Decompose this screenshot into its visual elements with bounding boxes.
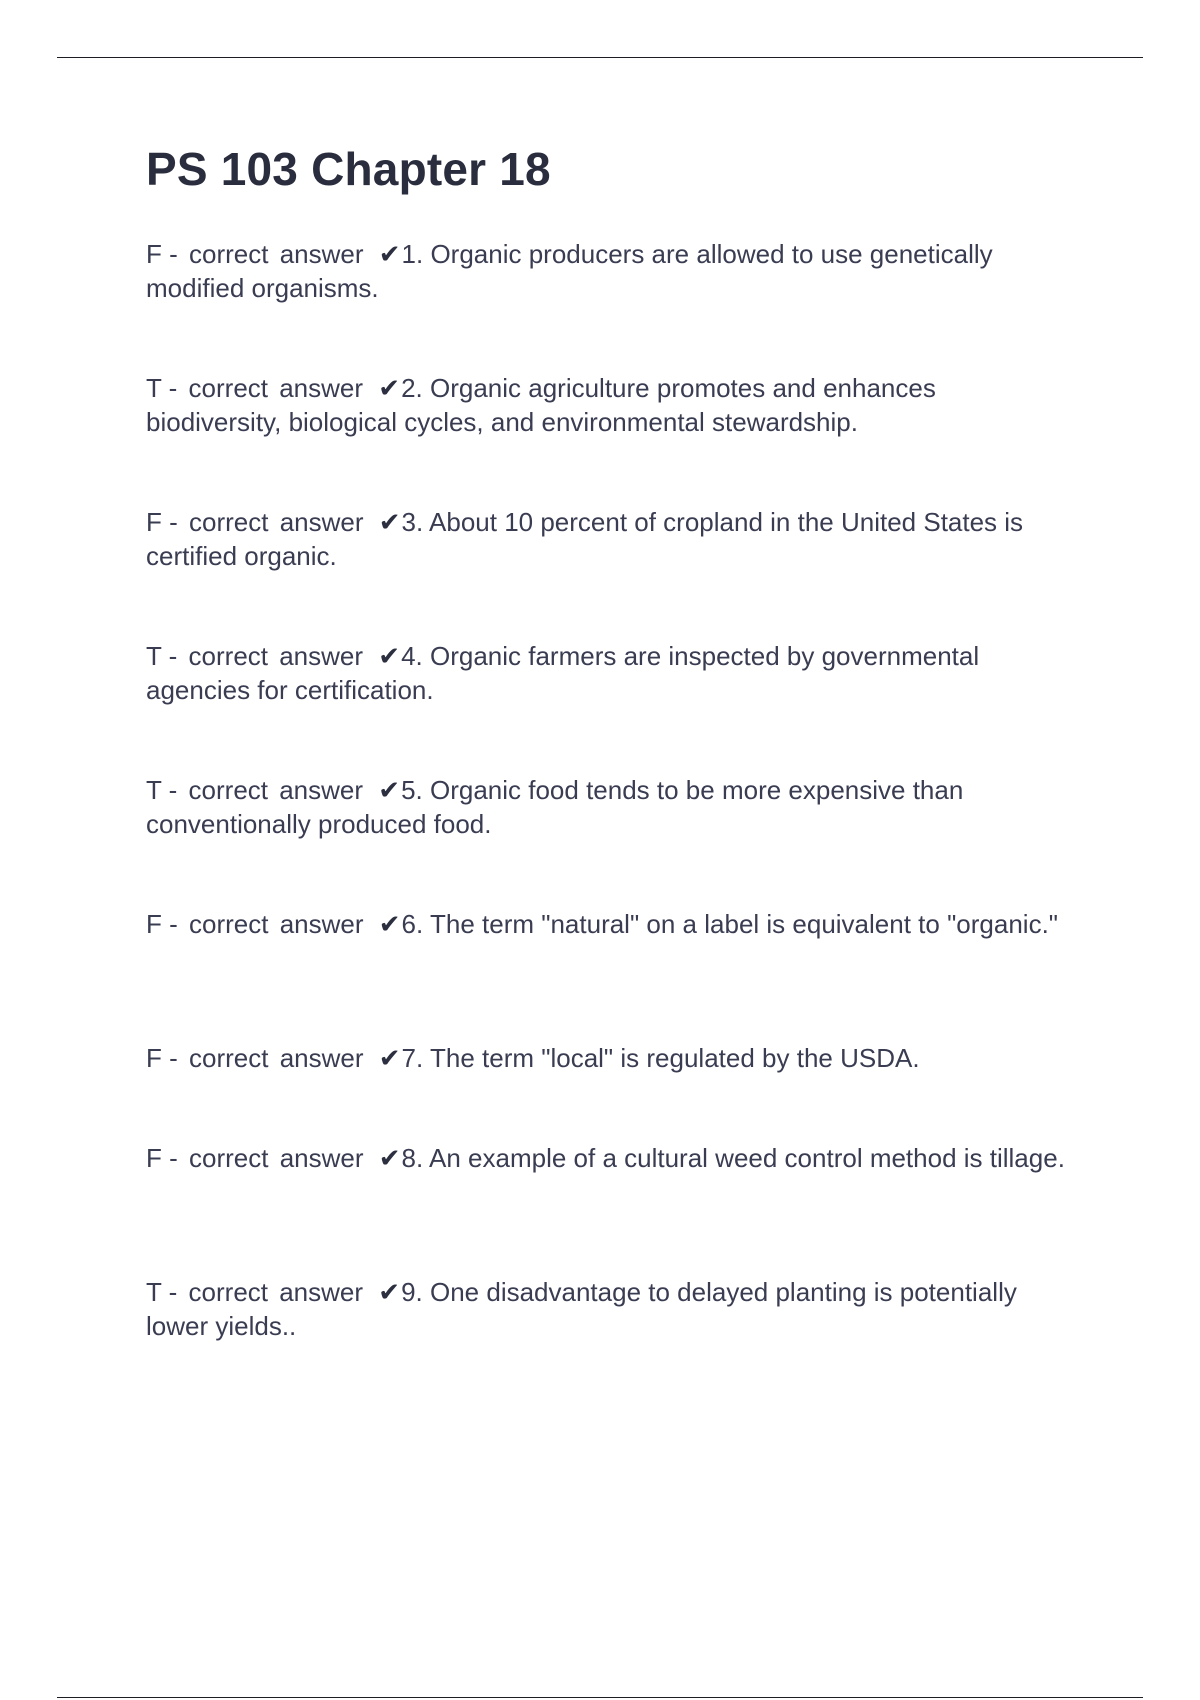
checkmark-icon: ✔ xyxy=(378,1277,401,1308)
qa-item xyxy=(146,505,1076,573)
correct-answer-label: - correct answer xyxy=(168,775,364,806)
question-text: 3. About 10 percent of cropland in the United States is certified organic. xyxy=(146,507,1024,572)
answer-value: F xyxy=(146,507,162,538)
correct-answer-label: - correct answer xyxy=(168,641,364,672)
checkmark-icon: ✔ xyxy=(378,775,401,806)
document-body xyxy=(146,142,1076,1409)
answer-value: F xyxy=(146,909,162,940)
qa-item xyxy=(146,1041,1076,1075)
question-text: 2. Organic agriculture promotes and enhances biodiversity, biological cycles, and environmental stewardship. xyxy=(146,373,936,438)
answer-value: F xyxy=(146,1043,162,1074)
qa-item xyxy=(146,1141,1076,1209)
qa-item xyxy=(146,1275,1076,1343)
question-text: 9. One disadvantage to delayed planting is potentially lower yields.. xyxy=(146,1277,1017,1342)
top-rule xyxy=(57,57,1143,58)
checkmark-icon: ✔ xyxy=(378,1143,401,1174)
qa-item xyxy=(146,773,1076,841)
answer-value: F xyxy=(146,1143,162,1174)
correct-answer-label: - correct answer xyxy=(168,1277,364,1308)
question-text: 7. The term "local" is regulated by the USDA. xyxy=(401,1043,920,1074)
correct-answer-label: - correct answer xyxy=(168,373,364,404)
correct-answer-label: - correct answer xyxy=(169,1043,364,1074)
checkmark-icon: ✔ xyxy=(378,1043,401,1074)
bottom-rule xyxy=(57,1697,1143,1698)
question-text: 5. Organic food tends to be more expensive than conventionally produced food. xyxy=(146,775,964,840)
question-text: 4. Organic farmers are inspected by governmental agencies for certification. xyxy=(146,641,980,706)
answer-value: T xyxy=(146,775,162,806)
correct-answer-label: - correct answer xyxy=(169,1143,364,1174)
correct-answer-label: - correct answer xyxy=(169,909,364,940)
correct-answer-label: - correct answer xyxy=(169,507,364,538)
checkmark-icon: ✔ xyxy=(378,909,401,940)
answer-value: T xyxy=(146,373,162,404)
checkmark-icon: ✔ xyxy=(378,239,401,270)
qa-item xyxy=(146,639,1076,707)
checkmark-icon: ✔ xyxy=(378,373,401,404)
question-text: 1. Organic producers are allowed to use genetically modified organisms. xyxy=(146,239,993,304)
qa-item xyxy=(146,371,1076,439)
correct-answer-label: - correct answer xyxy=(169,239,364,270)
question-text: 8. An example of a cultural weed control method is tillage. xyxy=(401,1143,1065,1174)
checkmark-icon: ✔ xyxy=(378,507,401,538)
qa-list xyxy=(146,237,1076,1343)
answer-value: F xyxy=(146,239,162,270)
answer-value: T xyxy=(146,641,162,672)
question-text: 6. The term "natural" on a label is equivalent to "organic." xyxy=(401,909,1059,940)
answer-value: T xyxy=(146,1277,162,1308)
page-title: PS 103 Chapter 18 xyxy=(146,143,551,195)
qa-item xyxy=(146,907,1076,975)
qa-item xyxy=(146,237,1076,305)
checkmark-icon: ✔ xyxy=(378,641,401,672)
